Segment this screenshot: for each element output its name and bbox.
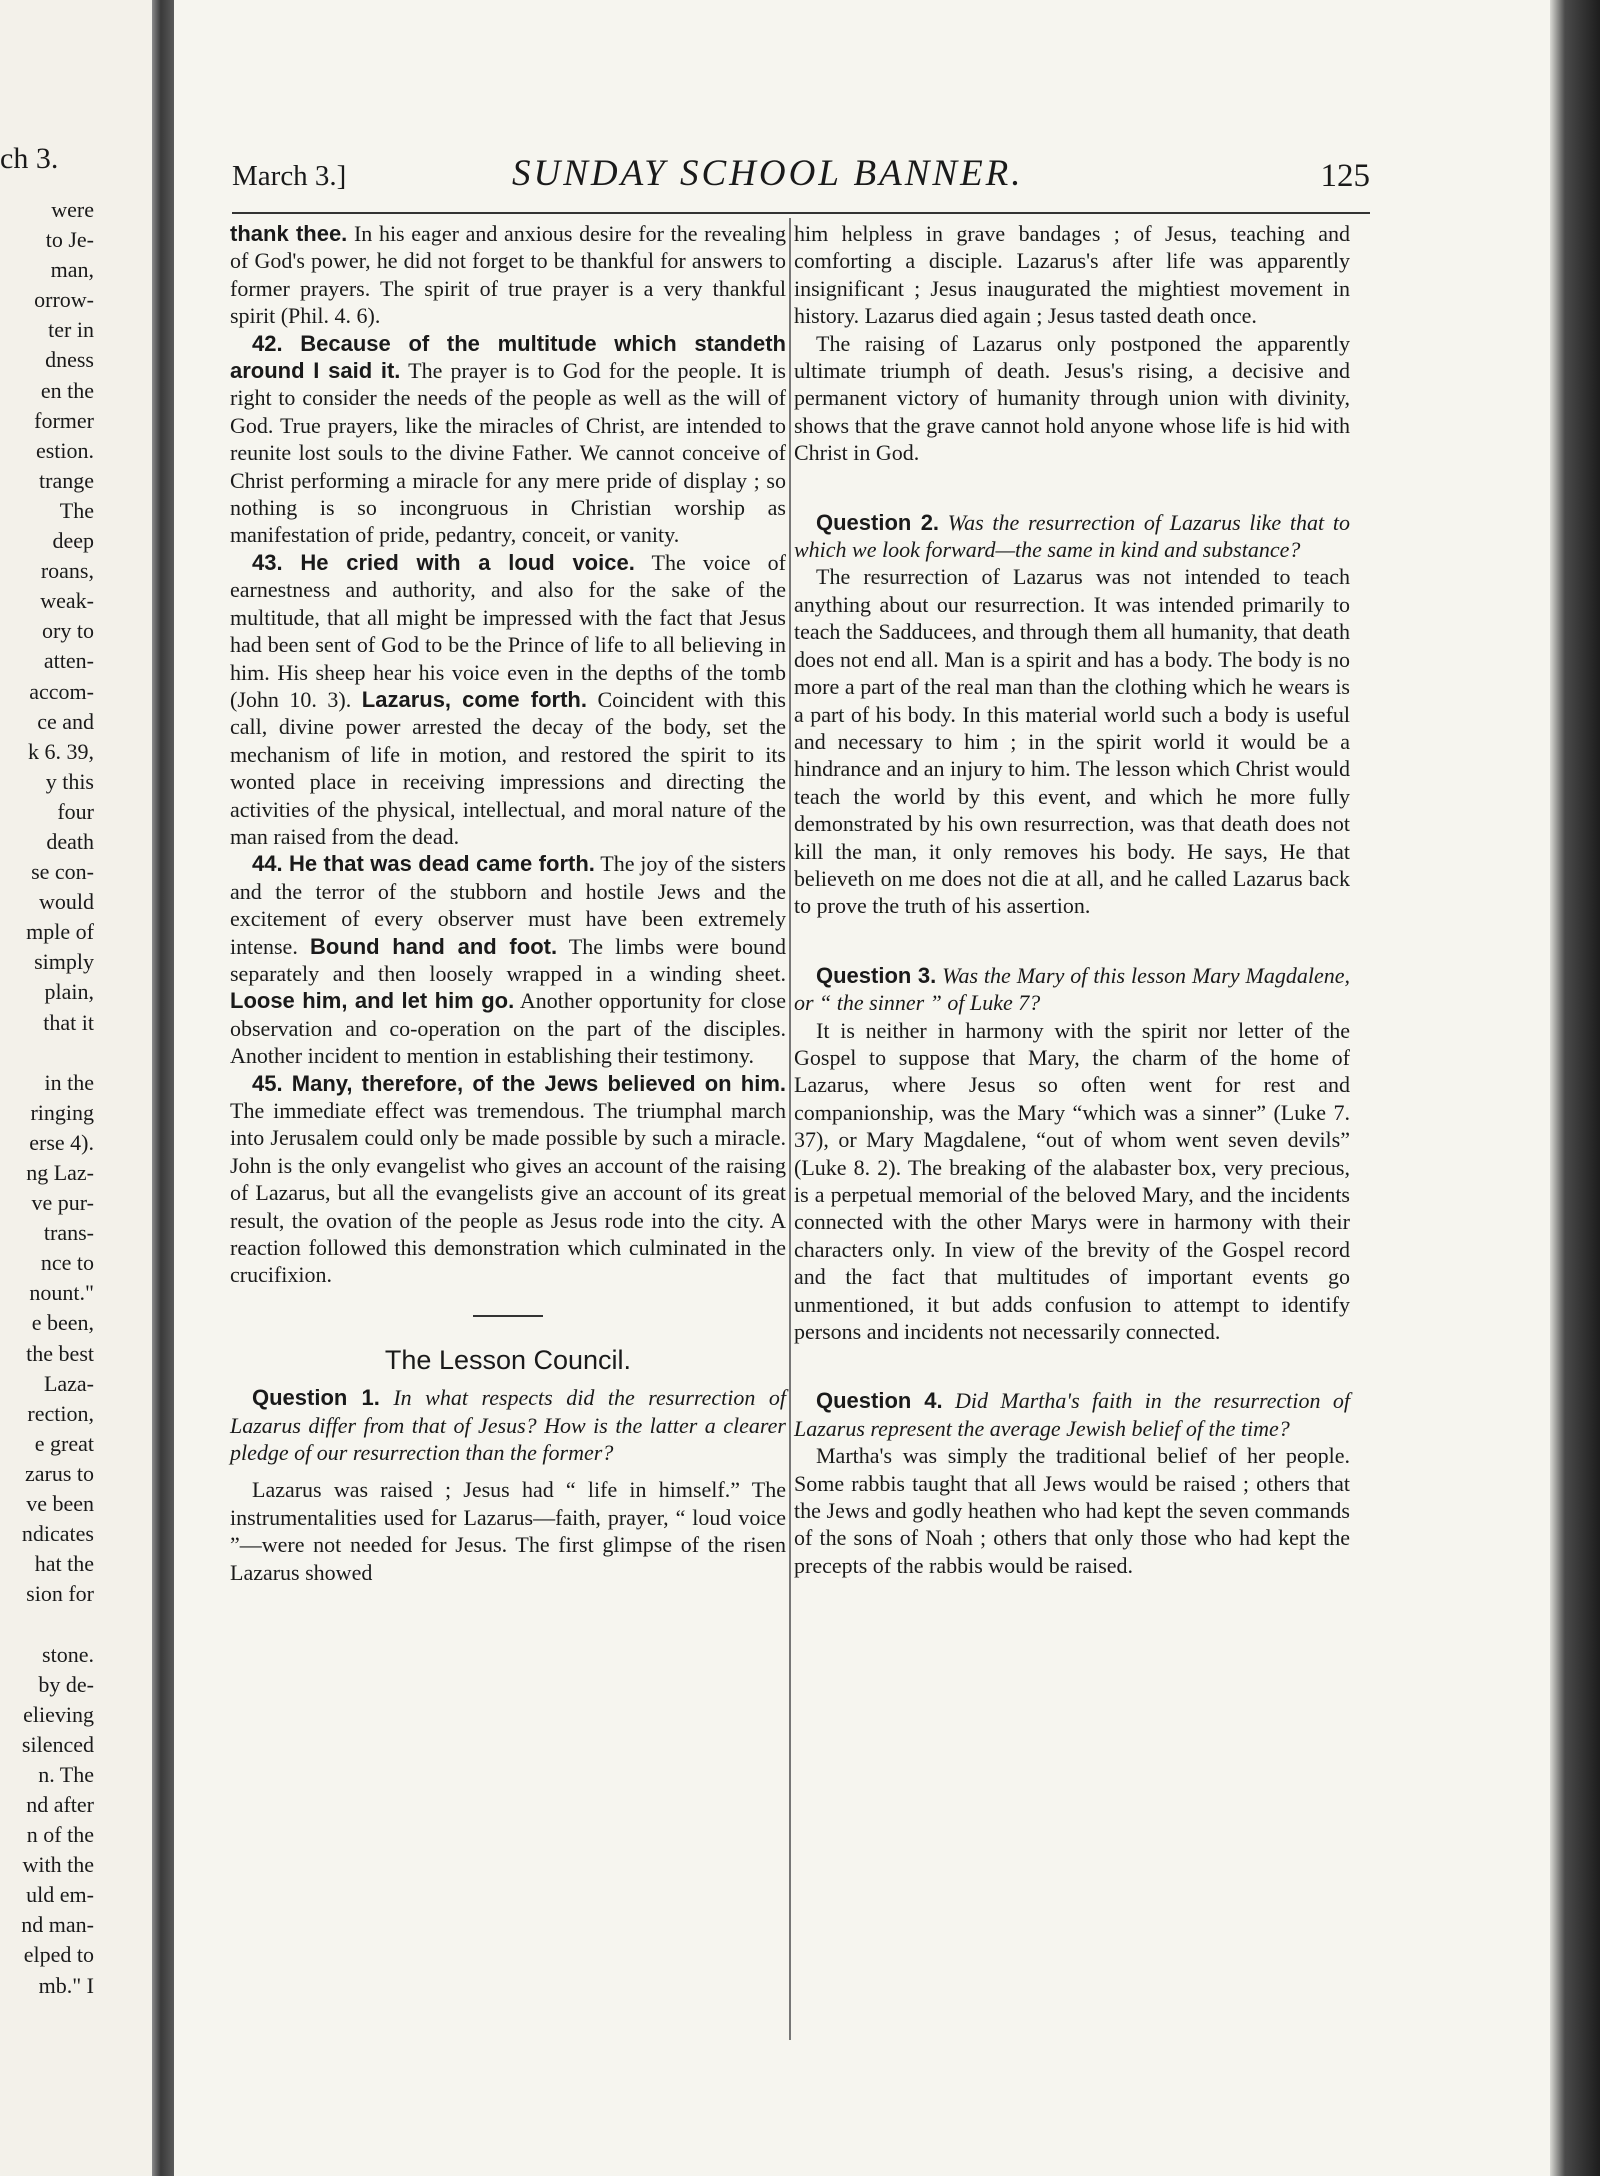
adjacent-page-line: ng Laz- <box>26 1160 94 1185</box>
question-4: Question 4. Did Martha's faith in the resurrection of Lazarus represent the average Jewish belief of the time? <box>794 1388 1350 1441</box>
question-3: Question 3. Was the Mary of this lesson Mary Magdalene, or “ the sinner ” of Luke 7? <box>794 962 1350 1016</box>
adjacent-page-line: ce and <box>37 708 94 734</box>
adjacent-page-line: ve been <box>26 1491 94 1517</box>
adjacent-page-line: estion. <box>35 437 94 463</box>
question-1: Question 1. In what respects did the resurrection of Lazarus differ from that of Jesus? How is the latter a clearer pledge of our resurrection than the former? <box>230 1385 787 1466</box>
page-edge-shadow <box>1550 0 1600 2176</box>
adjacent-page-line: silenced <box>21 1731 94 1757</box>
paragraph-verse-42: 42. Because of the multitude which standeth around I said it. The prayer is to God for the people. It is right to consider the needs of the people as well as the will of God. True prayers, like the miracles of Christ, are intended to reunite lost souls to the divine Father. We cannot conceive of Christ performing a miracle for any mere pride of display ; so nothing is so incongruous in Christian worship as manifestation of pride, pedantry, conceit, or vanity. <box>230 330 786 548</box>
adjacent-page-line: elieving <box>23 1701 94 1727</box>
adjacent-page-line: rection, <box>27 1400 94 1426</box>
adjacent-page-line: man, <box>50 257 94 283</box>
adjacent-page-line: ringing <box>30 1099 94 1125</box>
adjacent-page-line: roans, <box>40 558 94 584</box>
adjacent-page-line: dness <box>45 347 94 373</box>
adjacent-page-line: en the <box>40 377 94 403</box>
adjacent-page-line: trange <box>39 467 94 493</box>
running-header <box>232 150 1370 200</box>
adjacent-page-line: hat the <box>34 1551 94 1577</box>
adjacent-page-line: with the <box>22 1852 94 1878</box>
answer-2: The resurrection of Lazarus was not intended to teach anything about our resurrection. It was intended primarily to teach the Sadducees, and through them all humanity, that death does not end all. Man is a spirit and has a body. The body is no more a part of the real man than the clothing which he wears is a part of his body. In this material world such a body is useful and necessary to him ; in the spirit world it would be a hindrance and an injury to him. The lesson which Christ would teach the world by this event, and which he more fully demonstrated by his own resurrection, was that death does not kill the man, it only removes his body. He says, He that believeth on me does not die at all, and he called Lazarus back to prove the truth of his assertion. <box>794 564 1350 919</box>
adjacent-page-line: n. The <box>38 1761 94 1787</box>
adjacent-page-line: death <box>46 828 94 854</box>
adjacent-page-line: The <box>59 497 94 523</box>
page-number: 125 <box>1320 158 1370 194</box>
adjacent-page-line: were <box>51 197 94 222</box>
adjacent-page-line: atten- <box>43 648 94 674</box>
adjacent-page-line <box>0 1038 152 1068</box>
answer-1: Lazarus was raised ; Jesus had “ life in himself.” The instrumentalities used for Lazarus—faith, prayer, “ loud voice ”—were not needed for Jesus. The first glimpse of the risen Lazarus showed <box>230 1477 786 1585</box>
adjacent-page-line: the best <box>26 1340 94 1366</box>
question-2: Question 2. Was the resurrection of Lazarus like that to which we look forward—the same in kind and substance? <box>794 509 1351 563</box>
paragraph-verse-45: 45. Many, therefore, of the Jews believed on him. The immediate effect was tremendous. The triumphal march into Jerusalem could only be made possible by such a miracle. John is the only evangelist who gives an account of the raising of Lazarus, but all the evangelists give an account of its great result, the ovation of the people as Jesus rode into the city. A reaction followed this demonstration which culminated in the crucifixion. <box>230 1070 786 1288</box>
adjacent-page-line <box>0 1609 152 1639</box>
adjacent-page-line: to Je- <box>45 227 94 253</box>
answer-1-paragraph-2: The raising of Lazarus only postponed the apparently ultimate triumph of death. Jesus's rising, a decisive and permanent victory of humanity through union with divinity, shows that the grave cannot hold anyone whose life is hid with Christ in God. <box>794 330 1350 466</box>
adjacent-page-header: ch 3. <box>0 142 59 175</box>
answer-1-continued: him helpless in grave bandages ; of Jesus, teaching and comforting a disciple. Lazarus's after life was apparently insignificant ; Jesus inaugurated the mightiest movement in history. Lazarus died again ; Jesus tasted death once. <box>794 221 1350 329</box>
adjacent-page-line: zarus to <box>24 1460 94 1486</box>
book-gutter <box>152 0 174 2176</box>
adjacent-page-line: stone. <box>42 1641 94 1667</box>
adjacent-page-line: four <box>57 798 94 824</box>
adjacent-page-line: mple of <box>26 919 94 945</box>
adjacent-page-line: nount." <box>29 1280 94 1306</box>
section-title: The Lesson Council. <box>384 1344 632 1375</box>
adjacent-page-line: accom- <box>29 678 94 704</box>
adjacent-page-line: n of the <box>26 1822 94 1848</box>
column-divider <box>789 218 791 2040</box>
header-rule <box>232 212 1370 214</box>
adjacent-page-line: ve pur- <box>31 1190 94 1216</box>
adjacent-page-edge <box>0 0 152 2176</box>
adjacent-page-line: former <box>34 407 94 433</box>
adjacent-page-line: ndicates <box>21 1521 94 1547</box>
adjacent-page-line: Laza- <box>43 1370 94 1396</box>
adjacent-page-line: trans- <box>43 1220 94 1246</box>
adjacent-page-line: nce to <box>40 1250 94 1276</box>
left-column <box>230 220 786 1586</box>
adjacent-page-text <box>0 195 152 2001</box>
right-column <box>794 220 1350 1579</box>
adjacent-page-line: uld em- <box>26 1882 94 1908</box>
paragraph-verse-44: 44. He that was dead came forth. The joy of the sisters and the terror of the stubborn and hostile Jews and the excitement of every observer must have been extremely intense. Bound hand and foot. The limbs were bound separately and then loosely wrapped in a winding sheet. Loose him, and let him go. Another opportunity for close observation and co-operation on the part of the disciples. Another incident to mention in establishing their testimony. <box>230 851 786 1069</box>
paragraph-verse-43: 43. He cried with a loud voice. The voice of earnestness and authority, and also for the sake of the multitude, that all might be impressed with the fact that Jesus had been sent of God to be the Prince of life to all believing in him. His sheep hear his voice even in the depths of the tomb (John 10. 3). Lazarus, come forth. Coincident with this call, divine power arrested the decay of the body, set the mechanism of life in motion, and restored the spirit to its wonted place in receiving impressions and directing the activities of the physical, intellectual, and moral nature of the man raised from the dead. <box>230 549 786 849</box>
header-title: SUNDAY SCHOOL BANNER. <box>512 153 1024 194</box>
adjacent-page-line: plain, <box>44 979 94 1005</box>
adjacent-page-line: y this <box>45 768 94 794</box>
adjacent-page-line: simply <box>34 949 94 975</box>
answer-4: Martha's was simply the traditional belief of her people. Some rabbis taught that all Jews would be raised ; others that the Jews and godly heathen who had kept the seven commands of the sons of Noah ; others that only those who had kept the precepts of the rabbis would be raised. <box>794 1443 1350 1578</box>
adjacent-page-line: nd man- <box>21 1912 94 1938</box>
adjacent-page-line: elped to <box>23 1942 94 1968</box>
adjacent-page-line: mb." I <box>38 1972 94 1998</box>
adjacent-page-line: orrow- <box>34 287 94 313</box>
adjacent-page-line: ter in <box>48 317 94 343</box>
adjacent-page-line: e been, <box>31 1310 94 1336</box>
adjacent-page-line: k 6. 39, <box>28 738 94 764</box>
adjacent-page-line: would <box>39 889 94 915</box>
adjacent-page-line: that it <box>43 1009 94 1035</box>
header-date: March 3.] <box>232 160 347 192</box>
adjacent-page-line: erse 4). <box>29 1129 94 1155</box>
adjacent-page-line: sion for <box>26 1581 94 1607</box>
adjacent-page-line: ory to <box>42 618 94 644</box>
section-divider <box>473 1315 543 1317</box>
adjacent-page-line: weak- <box>40 588 94 614</box>
adjacent-page-line: e great <box>34 1430 94 1456</box>
paragraph-verse-41: thank thee. In his eager and anxious desire for the revealing of God's power, he did not forget to be thankful for answers to former prayers. The spirit of true prayer is a very thankful spirit (Phil. 4. 6). <box>230 221 786 329</box>
answer-3: It is neither in harmony with the spirit nor letter of the Gospel to suppose that Mary, the charm of the home of Lazarus, where Jesus so often went for rest and companionship, was the Mary “which was a sinner” (Luke 7. 37), or Mary Magdalene, “out of whom went seven devils” (Luke 8. 2). The breaking of the alabaster box, very precious, is a perpetual memorial of the beloved Mary, and the incidents connected with the other Marys were in harmony with their characters only. In view of the brevity of the Gospel record and the fact that multitudes of important events go unmentioned, it but adds confusion to attempt to identify persons and incidents not necessarily connected. <box>794 1017 1350 1345</box>
adjacent-page-line: deep <box>52 528 94 554</box>
adjacent-page-line: se con- <box>31 859 94 885</box>
adjacent-page-line: in the <box>44 1069 94 1095</box>
adjacent-page-line: by de- <box>38 1671 94 1697</box>
adjacent-page-line: nd after <box>26 1791 94 1817</box>
